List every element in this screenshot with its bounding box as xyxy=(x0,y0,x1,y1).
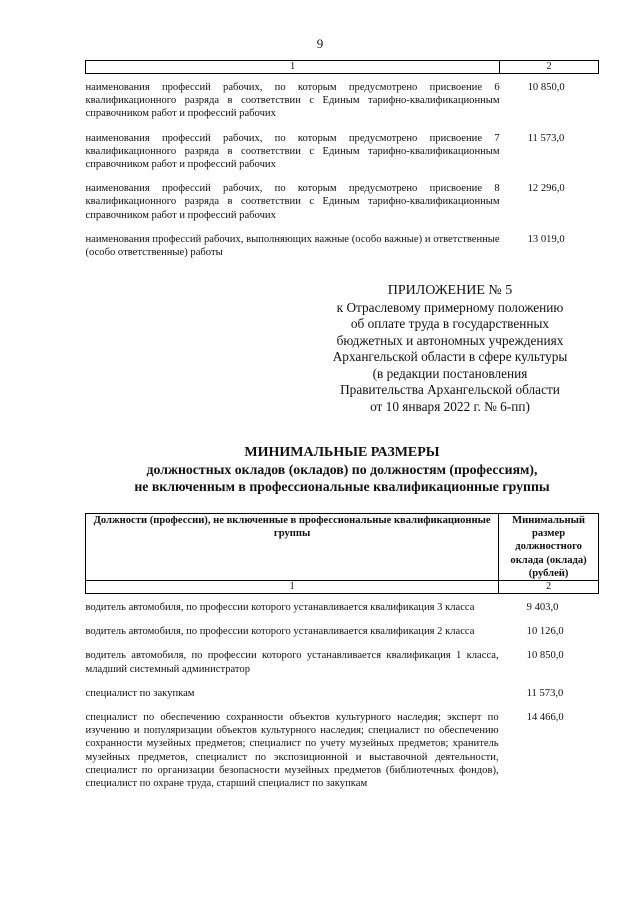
table-row xyxy=(86,229,599,266)
table-row xyxy=(86,621,599,645)
title-subtitle: должностных окладов (окладов) по должностям (профессиям), xyxy=(146,462,538,477)
row-description: специалист по обеспечению сохранности объектов культурного наследия; эксперт по изучению и популяризации объектов культурного наследия; специалист по обеспечению сохранности музейных предметов; специалист по учету музейных предметов; хранитель музейных предметов, специалист по экспозиционной и выставочной деятельности, специалист по организации безопасности музейных предметов (библиотечных фондов), специалист по охране труда, старший специалист по закупкам xyxy=(85,712,499,790)
table-row xyxy=(86,707,599,797)
column-number-1: 1 xyxy=(86,61,500,74)
row-description: наименования профессий рабочих, по которым предусмотрено присвоение 7 квалификационного разряда в соответствии с Единым тарифно-квалификационным справочником работ и профессий рабочих xyxy=(85,132,500,171)
title-main: МИНИМАЛЬНЫЕ РАЗМЕРЫ xyxy=(244,445,440,460)
column-number-2: 2 xyxy=(500,61,599,74)
row-value: 10 850,0 xyxy=(526,650,564,662)
salary-table-positions xyxy=(85,513,599,797)
appendix-block xyxy=(300,283,600,415)
title-subtitle: не включенным в профессиональные квалификационные группы xyxy=(134,479,550,494)
row-description: наименования профессий рабочих, по которым предусмотрено присвоение 8 квалификационного разряда в соответствии с Единым тарифно-квалификационным справочником работ и профессий рабочих xyxy=(85,183,500,221)
appendix-line: от 10 января 2022 г. № 6-пп) xyxy=(370,398,530,414)
row-value: 9 403,0 xyxy=(526,602,559,614)
document-title xyxy=(85,444,599,495)
salary-table-workers xyxy=(85,60,599,266)
row-description: водитель автомобиля, по профессии которого устанавливается квалификация 1 класса, младший системный администратор xyxy=(85,650,499,675)
row-value: 10 126,0 xyxy=(526,626,564,638)
row-description: водитель автомобиля, по профессии которого устанавливается квалификация 3 класса xyxy=(85,602,475,614)
header-positions: Должности (профессии), не включенные в профессиональные квалификационные группы xyxy=(86,514,499,581)
table-header-row xyxy=(86,514,599,581)
column-number-1: 1 xyxy=(86,581,499,594)
row-description: наименования профессий рабочих, по которым предусмотрено присвоение 6 квалификационного разряда в соответствии с Единым тарифно-квалификационным справочником работ и профессий рабочих xyxy=(85,82,500,120)
row-value: 12 296,0 xyxy=(527,183,565,195)
row-value: 11 573,0 xyxy=(526,687,564,699)
appendix-line: Правительства Архангельской области xyxy=(340,382,560,397)
row-description: специалист по закупкам xyxy=(85,687,195,699)
row-value: 14 466,0 xyxy=(526,712,564,724)
column-number-row xyxy=(86,581,599,594)
column-number-row xyxy=(86,61,599,74)
row-description: водитель автомобиля, по профессии которого устанавливается квалификация 2 класса xyxy=(85,626,475,638)
appendix-line: Архангельской области в сфере культуры xyxy=(332,349,568,364)
page-number: 9 xyxy=(316,36,324,51)
appendix-line: к Отраслевому примерному положению xyxy=(336,299,564,315)
table-row xyxy=(86,128,599,179)
header-min-salary: Минимальный размер должностного оклада (оклада) (рублей) xyxy=(499,514,599,581)
appendix-line: бюджетных и автономных учреждениях xyxy=(336,332,564,348)
row-value: 13 019,0 xyxy=(527,233,565,245)
table-row xyxy=(86,645,599,682)
appendix-line: об оплате труда в государственных xyxy=(350,316,550,331)
table-row xyxy=(86,594,599,622)
table-row xyxy=(86,683,599,707)
row-value: 10 850,0 xyxy=(527,82,565,93)
row-value: 11 573,0 xyxy=(527,132,565,144)
appendix-heading: ПРИЛОЖЕНИЕ № 5 xyxy=(387,283,513,298)
table-row xyxy=(86,178,599,229)
table-row xyxy=(86,74,599,128)
column-number-2: 2 xyxy=(499,581,599,594)
appendix-line: (в редакции постановления xyxy=(372,365,528,381)
row-description: наименования профессий рабочих, выполняющих важные (особо важные) и ответственные (особо ответственные) работы xyxy=(85,233,500,259)
